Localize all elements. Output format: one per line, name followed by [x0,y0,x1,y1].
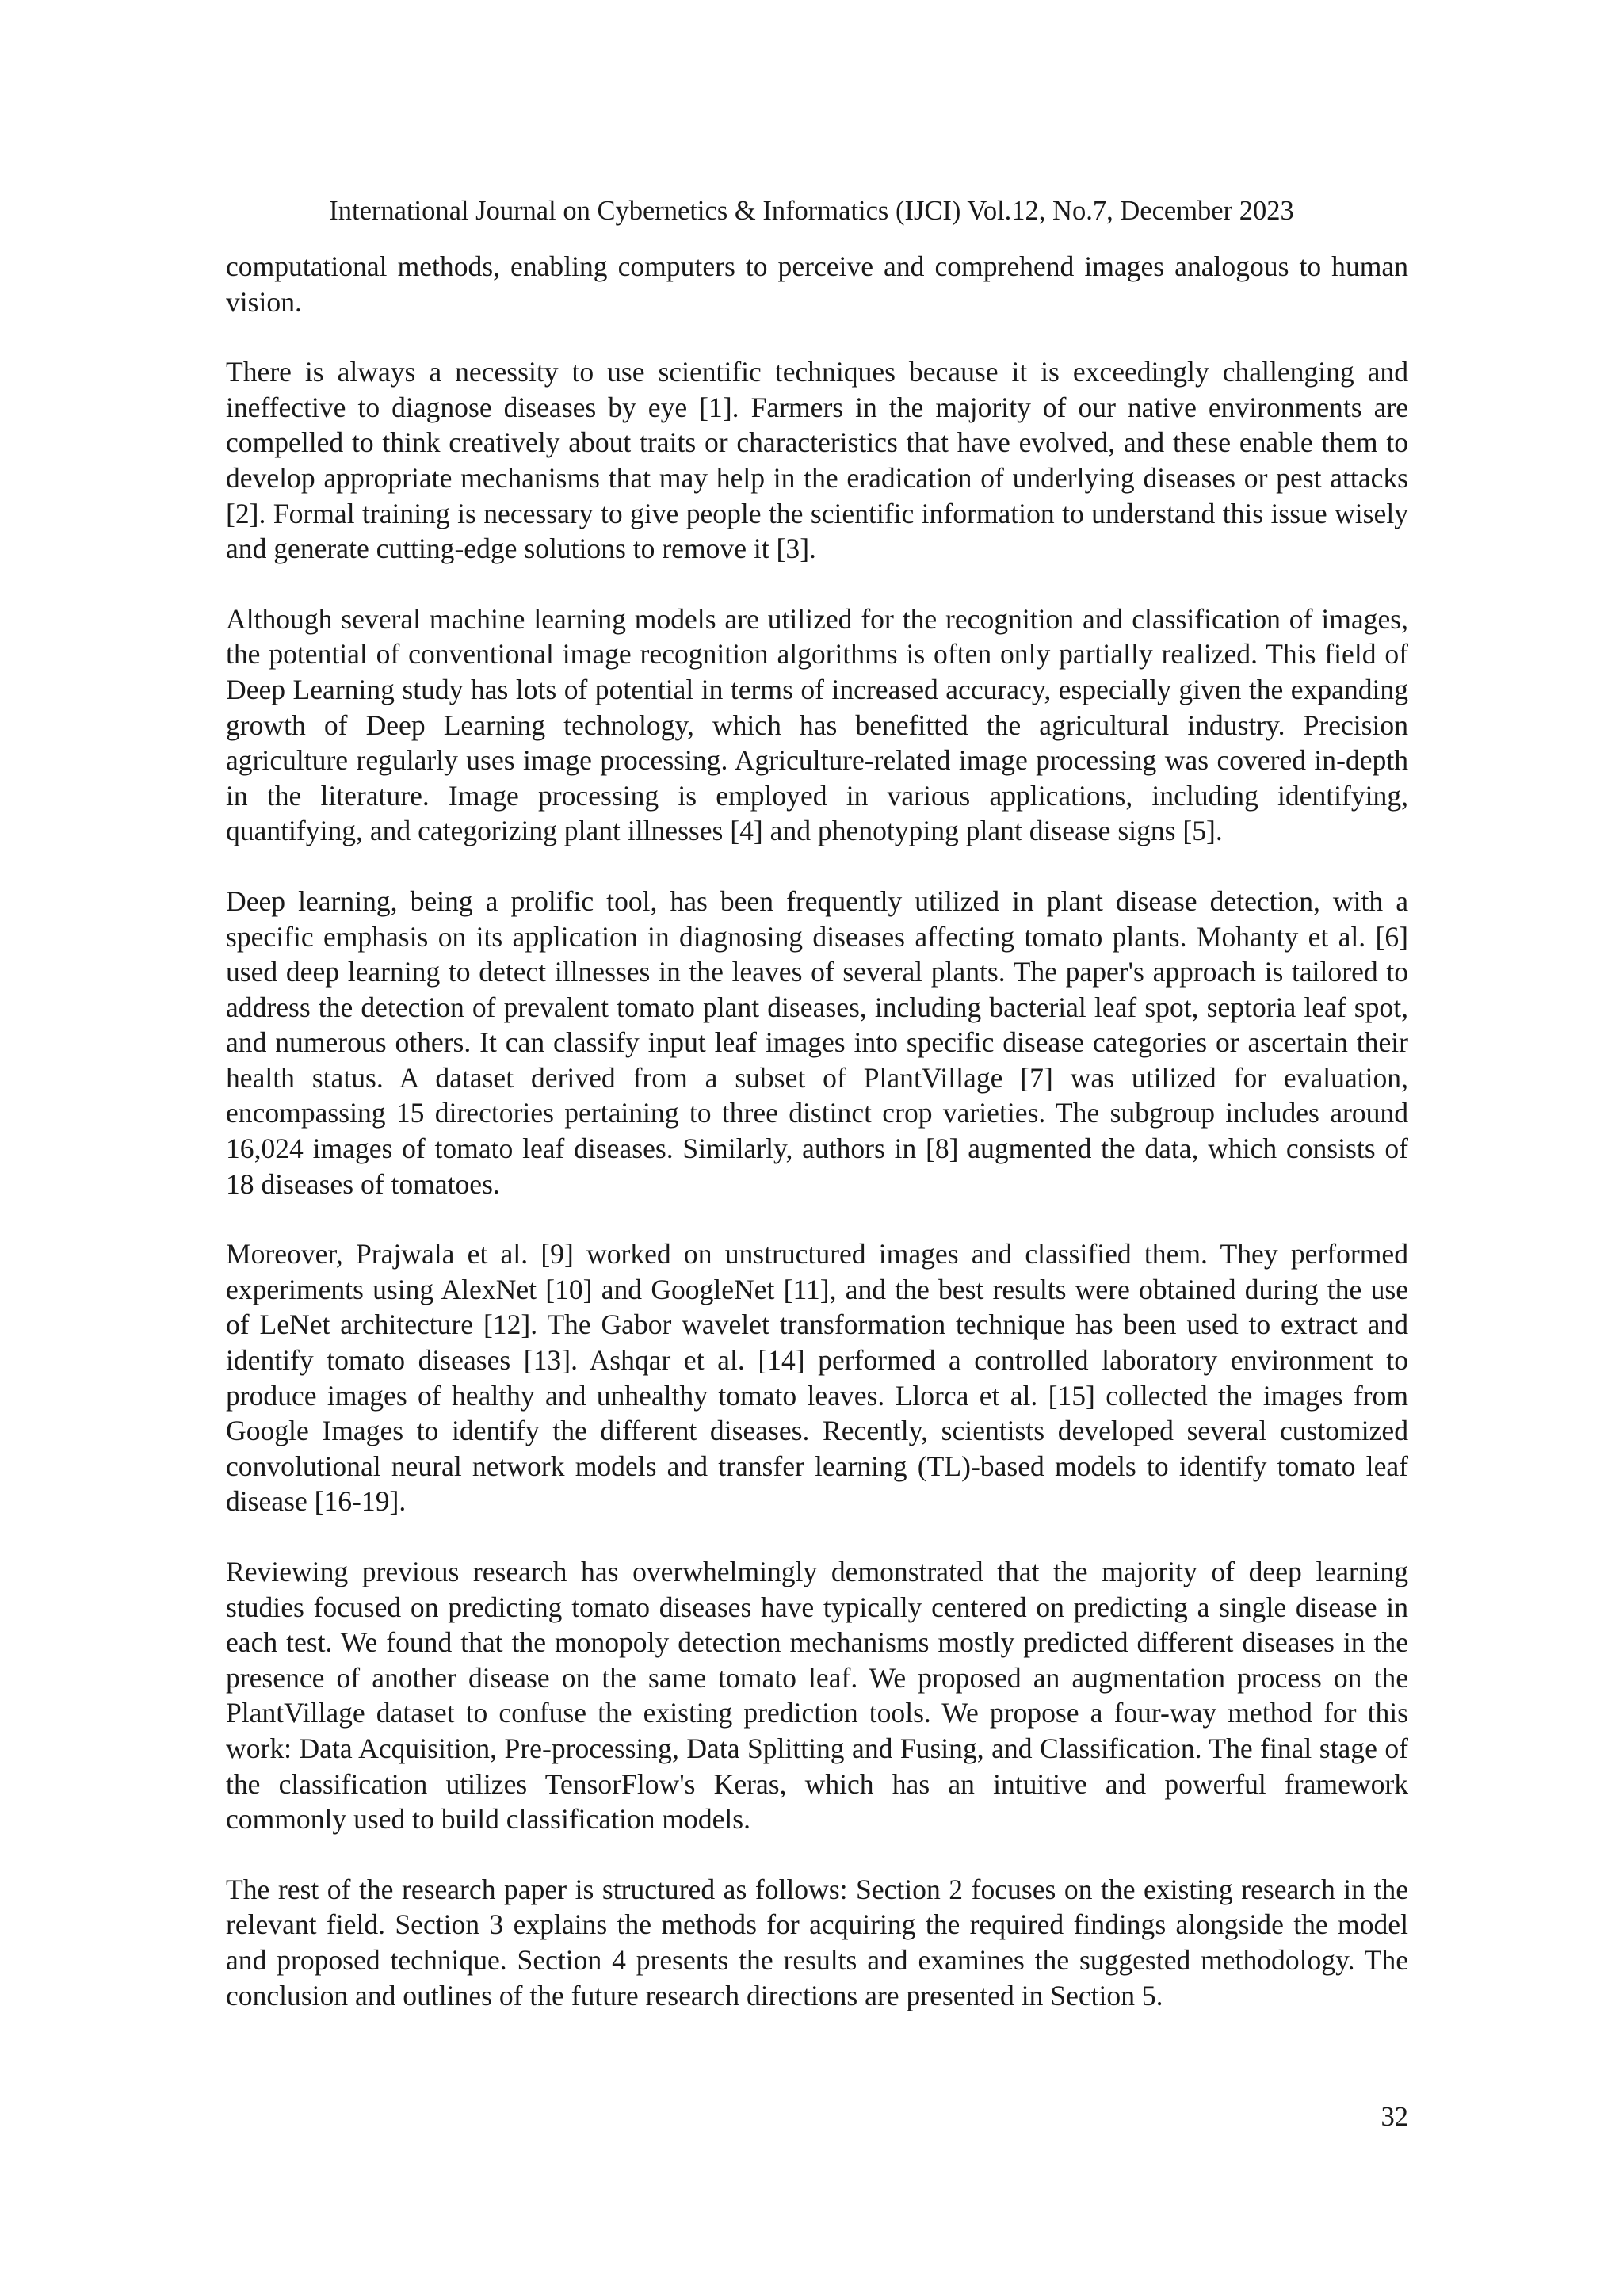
paragraph-2: There is always a necessity to use scientific techniques because it is exceedingly challenging and ineffective to diagnose diseases by eye [1]. Farmers in the majority of our native environments are compelled to think creatively about traits or characteristics that have evolved, and these enable them to develop appropriate mechanisms that may help in the eradication of underlying diseases or pest attacks [2]. Formal training is necessary to give people the scientific information to understand this issue wisely and generate cutting-edge solutions to remove it [3]. [226,356,1408,565]
paragraph-1: computational methods, enabling computers to perceive and comprehend images analogous to human vision. [226,250,1408,318]
paragraph-6: Reviewing previous research has overwhelmingly demonstrated that the majority of deep learning studies focused on predicting tomato diseases have typically centered on predicting a single disease in each test. We found that the monopoly detection mechanisms mostly predicted different diseases in the presence of another disease on the same tomato leaf. We proposed an augmentation process on the PlantVillage dataset to confuse the existing prediction tools. We propose a four-way method for this work: Data Acquisition, Pre-processing, Data Splitting and Fusing, and Classification. The final stage of the classification utilizes TensorFlow's Keras, which has an intuitive and powerful framework commonly used to build classification models. [226,1556,1408,1836]
paragraph-3: Although several machine learning models are utilized for the recognition and classification of images, the potential of conventional image recognition algorithms is often only partially realized. This field of Deep Learning study has lots of potential in terms of increased accuracy, especially given the expanding growth of Deep Learning technology, which has benefitted the agricultural industry. Precision agriculture regularly uses image processing. Agriculture-related image processing was covered in-depth in the literature. Image processing is employed in various applications, including identifying, quantifying, and categorizing plant illnesses [4] and phenotyping plant disease signs [5]. [226,602,1408,847]
paragraph-5: Moreover, Prajwala et al. [9] worked on unstructured images and classified them. They performed experiments using AlexNet [10] and GoogleNet [11], and the best results were obtained during the use of LeNet architecture [12]. The Gabor wavelet transformation technique has been used to extract and identify tomato diseases [13]. Ashqar et al. [14] performed a controlled laboratory environment to produce images of healthy and unhealthy tomato leaves. Llorca et al. [15] collected the images from Google Images to identify the different diseases. Recently, scientists developed several customized convolutional neural network models and transfer learning (TL)-based models to identify tomato leaf disease [16-19]. [226,1238,1408,1518]
page-number: 32 [1381,2102,1408,2132]
paragraph-4: Deep learning, being a prolific tool, has been frequently utilized in plant disease detection, with a specific emphasis on its application in diagnosing diseases affecting tomato plants. Mohanty et al. [6] used deep learning to detect illnesses in the leaves of several plants. The paper's approach is tailored to address the detection of prevalent tomato plant diseases, including bacterial leaf spot, septoria leaf spot, and numerous others. It can classify input leaf images into specific disease categories or ascertain their health status. A dataset derived from a subset of PlantVillage [7] was utilized for evaluation, encompassing 15 directories pertaining to three distinct crop varieties. The subgroup includes around 16,024 images of tomato leaf diseases. Similarly, authors in [8] augmented the data, which consists of 18 diseases of tomatoes. [226,884,1408,1200]
body-text [226,249,1408,2013]
paragraph-7: The rest of the research paper is structured as follows: Section 2 focuses on the existing research in the relevant field. Section 3 explains the methods for acquiring the required findings alongside the model and proposed technique. Section 4 presents the results and examines the suggested methodology. The conclusion and outlines of the future research directions are presented in Section 5. [226,1873,1408,2011]
running-header: International Journal on Cybernetics & Informatics (IJCI) Vol.12, No.7, December 2023 [329,196,1294,226]
